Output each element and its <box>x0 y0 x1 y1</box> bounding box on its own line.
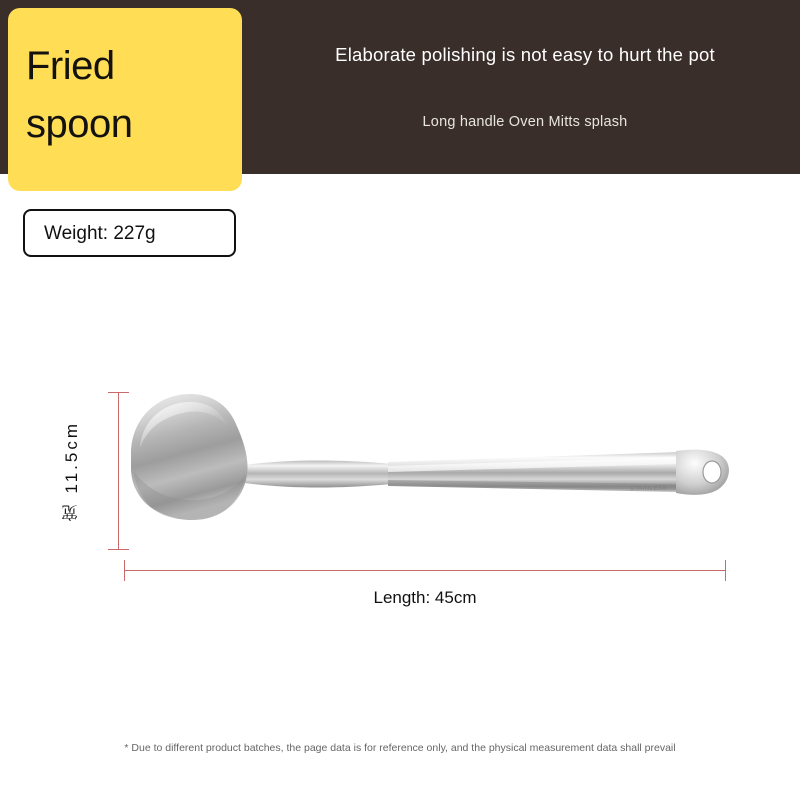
width-dimension-label: 宽 11.5cm <box>61 420 81 522</box>
length-guide-cap-right <box>725 560 726 581</box>
page-title-line-1: Fried <box>26 44 115 88</box>
length-guide-line <box>124 570 726 571</box>
width-dimension-label-wrap <box>58 392 84 550</box>
weight-badge <box>23 209 236 257</box>
page-title-line-2: spoon <box>26 102 133 146</box>
length-dimension-label: Length: 45cm <box>373 588 477 607</box>
weight-badge-label: Weight: 227g <box>44 223 156 244</box>
product-measurement-area <box>0 330 800 660</box>
spoon-neck <box>238 461 392 488</box>
header-text-block <box>250 0 800 174</box>
header-tagline-primary: Elaborate polishing is not easy to hurt the pot <box>335 44 715 65</box>
length-dimension-guide <box>124 558 726 580</box>
fried-spoon-illustration <box>120 380 740 560</box>
header-tagline-secondary: Long handle Oven Mitts splash <box>422 114 628 130</box>
disclaimer-footnote: * Due to different product batches, the page data is for reference only, and the physical measurement data shall prevail <box>124 742 676 754</box>
length-guide-cap-left <box>124 560 125 581</box>
brand-etching-mark: STAINLESS <box>629 485 668 493</box>
fried-spoon-svg <box>120 380 740 560</box>
product-title-card <box>8 8 242 191</box>
